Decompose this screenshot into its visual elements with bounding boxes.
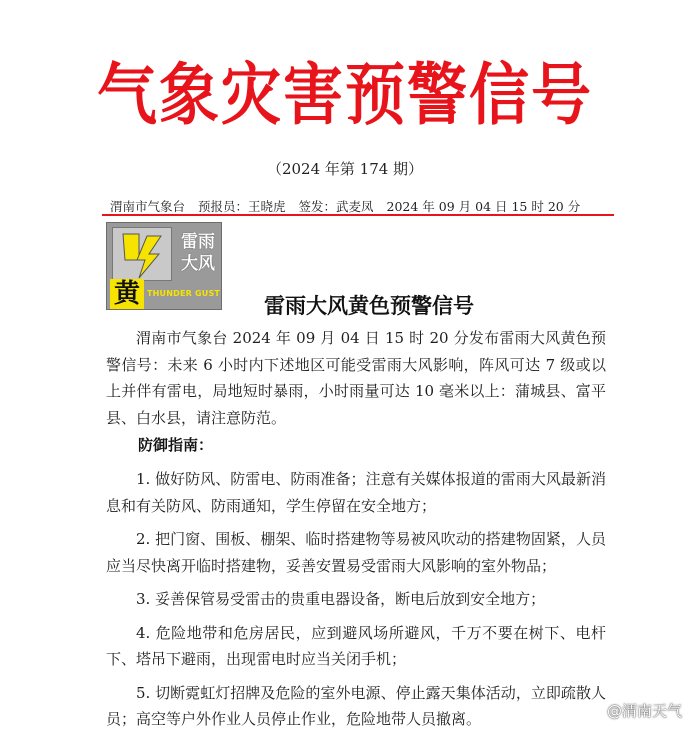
guide-list xyxy=(106,466,606,740)
signal-english-label: THUNDER GUST xyxy=(147,289,221,298)
intro-paragraph: 渭南市气象台 2024 年 09 月 04 日 15 时 20 分发布雷雨大风黄色预警信号：未来 6 小时内下述地区可能受雷雨大风影响，阵风可达 7 级或以上并伴有雷电，局地短时暴雨，小时雨量可达 10 毫米以上：蒲城县、富平县、白水县，请注意防范。 xyxy=(106,329,606,427)
signal-text-line1: 雷雨 xyxy=(181,232,215,252)
forecaster: 预报员：王晓虎 xyxy=(198,199,286,214)
guide-item: 5. 切断霓虹灯招牌及危险的室外电源、停止露天集体活动，立即疏散人员；高空等户外作业人员停止作业，危险地带人员撤离。 xyxy=(106,683,606,728)
signer: 签发：武麦凤 xyxy=(298,199,374,214)
guide-title: 防御指南： xyxy=(138,436,214,454)
issue-number: （2024 年第 174 期） xyxy=(266,160,424,178)
issue-datetime: 2024 年 09 月 04 日 15 时 20 分 xyxy=(386,199,581,214)
warning-signal-icon xyxy=(106,222,222,310)
red-divider xyxy=(102,214,614,216)
lightning-bolt-icon xyxy=(117,230,169,280)
watermark-text: @渭南天气 xyxy=(606,702,682,720)
signal-level-badge: 黄 xyxy=(110,279,144,309)
guide-item: 3. 妥善保管易受雷击的贵重电器设备，断电后放到安全地方； xyxy=(136,590,546,608)
guide-item: 1. 做好防风、防雷电、防雨准备；注意有关媒体报道的雷雨大风最新消息和有关防风、防雨通知，学生停留在安全地方； xyxy=(106,470,606,515)
weibo-logo-icon xyxy=(583,702,603,720)
signal-text-line2: 大风 xyxy=(181,254,215,274)
issuance-meta xyxy=(110,197,589,215)
bolt-box xyxy=(112,227,172,281)
weibo-watermark xyxy=(583,700,682,721)
guide-item: 4. 危险地带和危房居民，应到避风场所避风，千万不要在树下、电杆下、塔吊下避雨，出现雷电时应当关闭手机； xyxy=(106,623,606,668)
agency-name: 渭南市气象台 xyxy=(110,199,186,214)
guide-item: 2. 把门窗、围板、棚架、临时搭建物等易被风吹动的搭建物固紧，人员应当尽快离开临时搭建物，妥善安置易受雷雨大风影响的室外物品； xyxy=(106,530,606,575)
warning-heading: 雷雨大风黄色预警信号 xyxy=(264,294,474,318)
document-title: 气象灾害预警信号 xyxy=(97,56,593,135)
